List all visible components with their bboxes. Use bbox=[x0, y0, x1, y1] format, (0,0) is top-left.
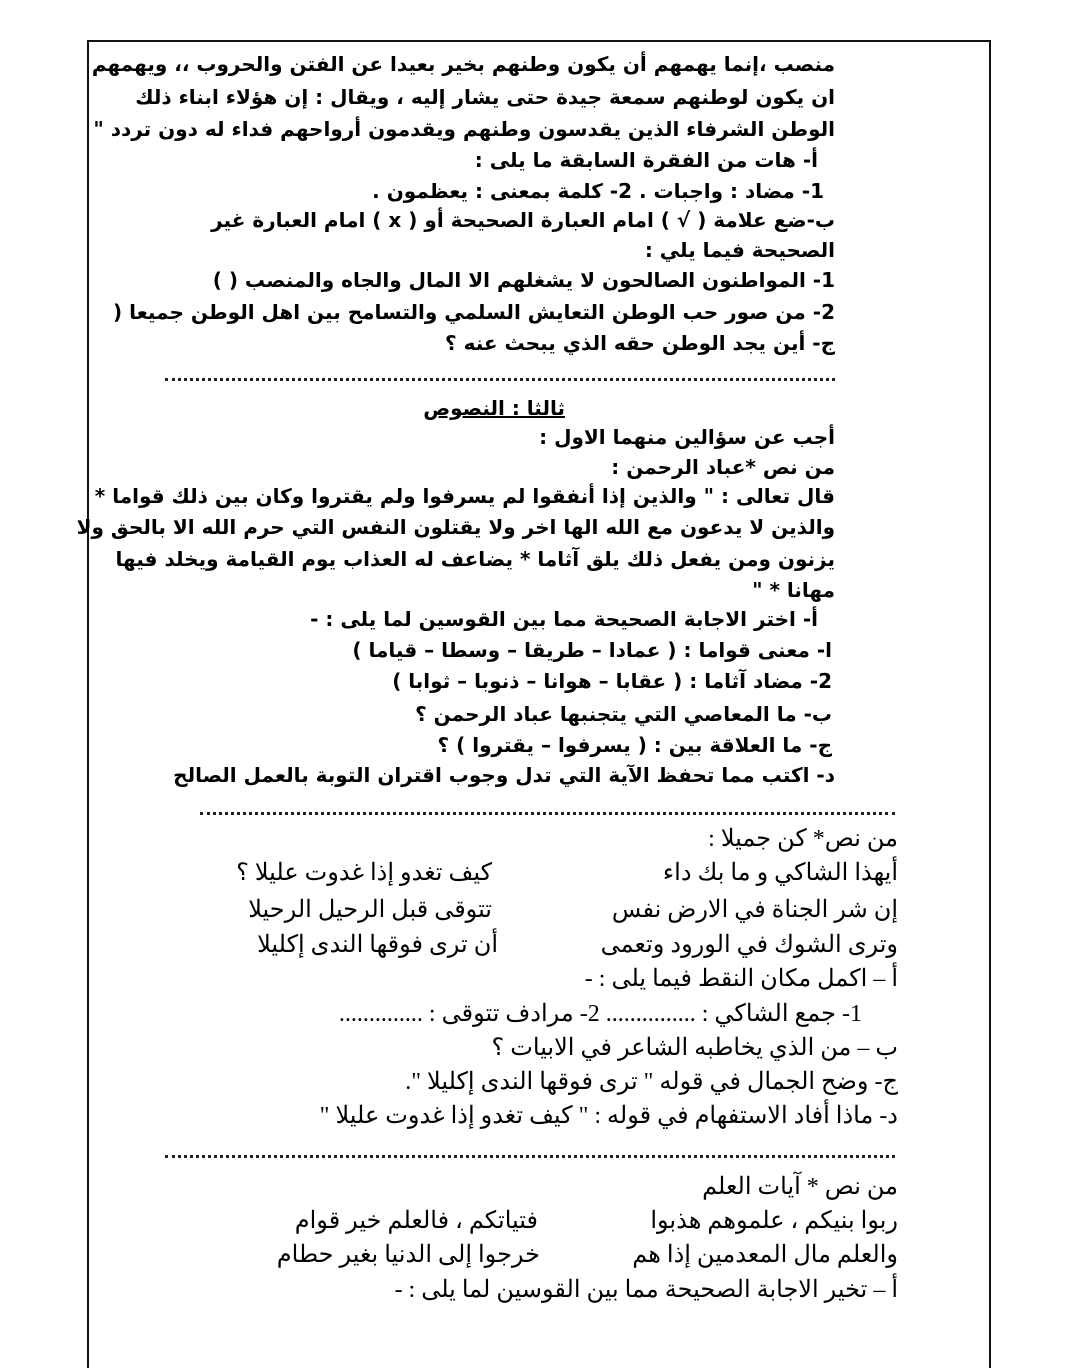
question-a: أ – تخير الاجابة الصحيحة مما بين القوسين لما يلى : - bbox=[394, 1277, 898, 1303]
question-b: ب-ضع علامة ( √ ) امام العبارة الصحيحة أو ( x ) امام العبارة غير bbox=[211, 208, 835, 232]
verse-first-hemistich: وترى الشوك في الورود وتعمى bbox=[600, 932, 898, 958]
question-c: ج- ما العلاقة بين : ( يسرفوا – يقتروا ) ؟ bbox=[437, 733, 832, 757]
verse-second-hemistich: فتياتكم ، فالعلم خير قوام bbox=[294, 1208, 538, 1234]
text-line: الوطن الشرفاء الذين يقدسون وطنهم ويقدمون أرواحهم فداء له دون تردد " bbox=[93, 117, 835, 141]
question-a: أ – اكمل مكان النقط فيما يلى : - bbox=[584, 966, 898, 992]
question-item: 2- من صور حب الوطن التعايش السلمي والتسامح بين اهل الوطن جميعا ( bbox=[112, 300, 835, 324]
dotted-separator bbox=[165, 1155, 895, 1158]
question-b: ب- ما المعاصي التي يتجنبها عباد الرحمن ؟ bbox=[415, 702, 832, 726]
verse-first-hemistich: أيهذا الشاكي و ما بك داء bbox=[662, 860, 898, 886]
verse-row bbox=[0, 1206, 1080, 1236]
text-line: قال تعالى : " والذين إذا أنفقوا لم يسرفوا ولم يقتروا وكان بين ذلك قواما * bbox=[94, 484, 835, 508]
question-item: 1- المواطنون الصالحون لا يشغلهم الا المال والجاه والمنصب ( ) bbox=[212, 268, 835, 292]
question-c: ج- وضح الجمال في قوله " ترى فوقها الندى إكليلا ". bbox=[405, 1069, 898, 1095]
question-item: 1- جمع الشاكي : ............... 2- مرادف تتوقى : .............. bbox=[338, 1001, 862, 1027]
text-line: من نص *عباد الرحمن : bbox=[611, 455, 835, 479]
question-b: ب – من الذي يخاطبه الشاعر في الابيات ؟ bbox=[491, 1035, 898, 1061]
verse-second-hemistich: خرجوا إلى الدنيا بغير حطام bbox=[276, 1242, 540, 1268]
text-line: الصحيحة فيما يلي : bbox=[644, 238, 835, 262]
question-item: 2- مضاد آثاما : ( عقابا – هوانا – ذنوبا – ثوابا ) bbox=[392, 669, 832, 693]
verse-first-hemistich: إن شر الجناة في الارض نفس bbox=[611, 897, 898, 923]
dotted-separator bbox=[165, 378, 835, 381]
text-line: ان يكون لوطنهم سمعة جيدة حتى يشار إليه ، ويقال : إن هؤلاء ابناء ذلك bbox=[135, 85, 835, 109]
verse-row bbox=[0, 930, 1080, 960]
question-d: د- ماذا أفاد الاستفهام في قوله : " كيف تغدو إذا غدوت عليلا " bbox=[319, 1103, 898, 1129]
verse-row bbox=[0, 895, 1080, 925]
dotted-separator bbox=[200, 812, 895, 815]
text-line: مهانا * " bbox=[752, 578, 835, 602]
verse-second-hemistich: كيف تغدو إذا غدوت عليلا ؟ bbox=[236, 860, 492, 886]
poem-title: من نص* كن جميلا : bbox=[708, 826, 898, 852]
text-line: منصب ،إنما يهمهم أن يكون وطنهم بخير بعيدا عن الفتن والحروب ،، ويهمهم bbox=[91, 52, 835, 76]
verse-row bbox=[0, 1240, 1080, 1270]
verse-first-hemistich: والعلم مال المعدمين إذا هم bbox=[632, 1242, 898, 1268]
verse-first-hemistich: ربوا بنيكم ، علموهم هذبوا bbox=[650, 1208, 898, 1234]
question-c: ج- أين يجد الوطن حقه الذي يبحث عنه ؟ bbox=[445, 331, 835, 355]
question-d: د- اكتب مما تحفظ الآية التي تدل وجوب اقتران التوبة بالعمل الصالح bbox=[173, 763, 835, 787]
poem-title: من نص * آيات العلم bbox=[702, 1174, 898, 1200]
question-item: 1- مضاد : واجبات . 2- كلمة بمعنى : يعظمون . bbox=[372, 179, 824, 203]
question-a: أ- هات من الفقرة السابقة ما يلى : bbox=[474, 148, 818, 172]
verse-row bbox=[0, 858, 1080, 888]
text-line: والذين لا يدعون مع الله الها اخر ولا يقتلون النفس التي حرم الله الا بالحق ولا bbox=[76, 515, 835, 539]
verse-second-hemistich: أن ترى فوقها الندى إكليلا bbox=[257, 932, 498, 958]
question-item: ا- معنى قواما : ( عمادا – طريقا – وسطا – قياما ) bbox=[352, 638, 832, 662]
section-heading: ثالثا : النصوص bbox=[423, 396, 565, 420]
verse-second-hemistich: تتوقى قبل الرحيل الرحيلا bbox=[248, 897, 492, 923]
question-a: أ- اختر الاجابة الصحيحة مما بين القوسين لما يلى : - bbox=[310, 607, 818, 631]
text-line: أجب عن سؤالين منهما الاول : bbox=[539, 425, 835, 449]
text-line: يزنون ومن يفعل ذلك يلق آثاما * يضاعف له العذاب يوم القيامة ويخلد فيها bbox=[115, 547, 835, 571]
